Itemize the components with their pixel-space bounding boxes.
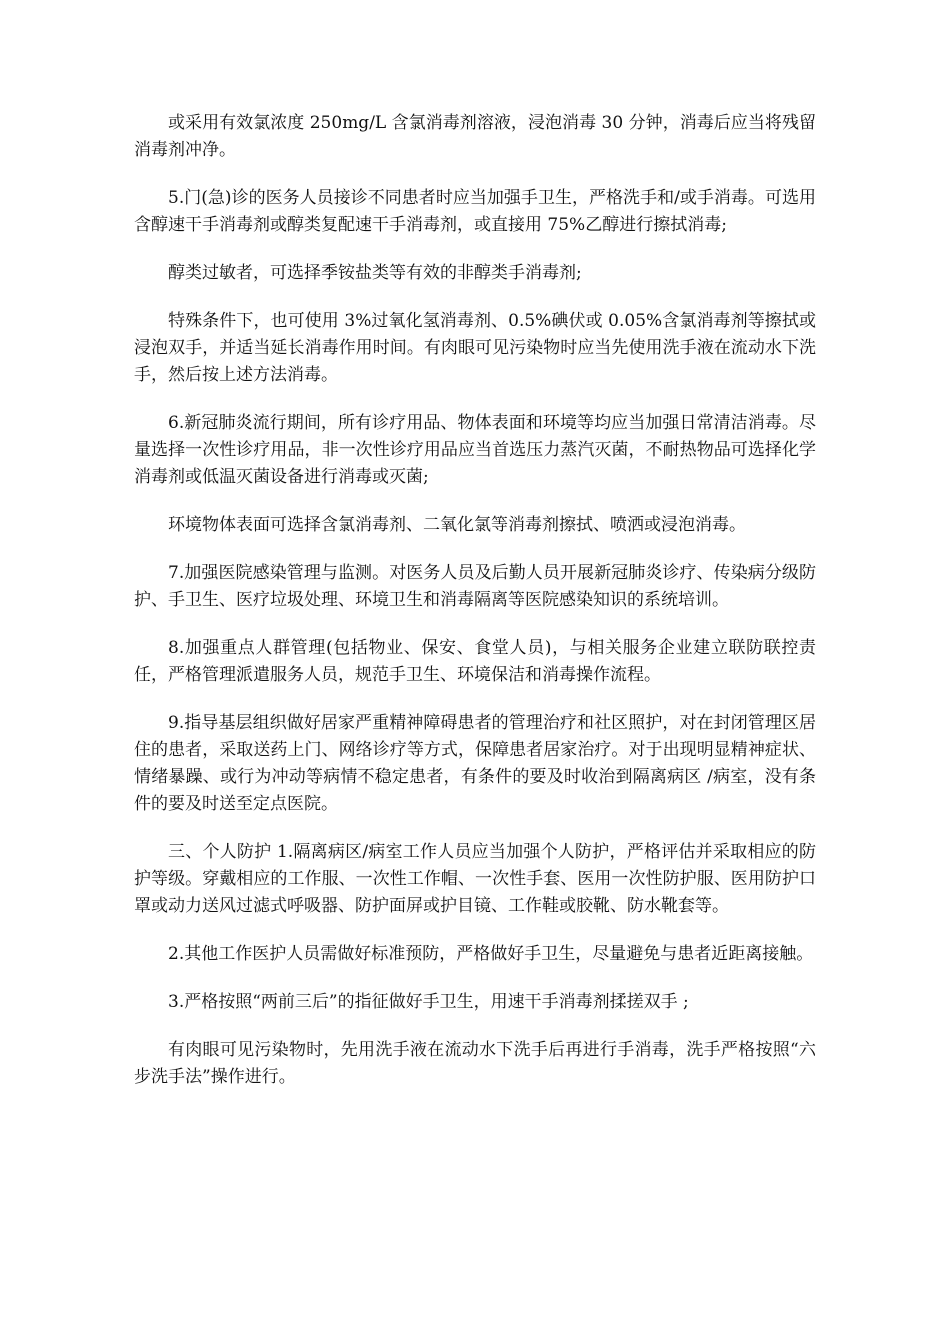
paragraph-6: 环境物体表面可选择含氯消毒剂、二氧化氯等消毒剂擦拭、喷洒或浸泡消毒。 xyxy=(168,515,746,535)
paragraph-9: 9.指导基层组织做好居家严重精神障碍患者的管理治疗和社区照护，对在封闭管理区居住的患者，采取送药上门、网络诊疗等方式，保障患者居家治疗。对于出现明显精神症状、情绪暴躁、或行为冲动等病情不稳定患者，有条件的要及时收治到隔离病区 /病室，没有条件的要及时送至定点医院。 xyxy=(134,713,816,814)
paragraph-7: 7.加强医院感染管理与监测。对医务人员及后勤人员开展新冠肺炎诊疗、传染病分级防护、手卫生、医疗垃圾处理、环境卫生和消毒隔离等医院感染知识的系统培训。 xyxy=(134,563,816,610)
paragraph-4: 特殊条件下，也可使用 3%过氧化氢消毒剂、0.5%碘伏或 0.05%含氯消毒剂等擦拭或浸泡双手，并适当延长消毒作用时间。有肉眼可见污染物时应当先使用洗手液在流动水下洗手，然后按上述方法消毒。 xyxy=(134,311,816,385)
paragraph-8: 8.加强重点人群管理(包括物业、保安、食堂人员)，与相关服务企业建立联防联控责任，严格管理派遣服务人员，规范手卫生、环境保洁和消毒操作流程。 xyxy=(134,638,816,685)
paragraph-12: 3.严格按照“两前三后”的指征做好手卫生，用速干手消毒剂揉搓双手 ; xyxy=(168,992,689,1012)
paragraph-10: 三、个人防护 1.隔离病区/病室工作人员应当加强个人防护，严格评估并采取相应的防护等级。穿戴相应的工作服、一次性工作帽、一次性手套、医用一次性防护服、医用防护口罩或动力送风过滤式呼吸器、防护面屏或护目镜、工作鞋或胶靴、防水靴套等。 xyxy=(134,842,816,916)
document-body xyxy=(134,110,816,1112)
paragraph-2: 5.门(急)诊的医务人员接诊不同患者时应当加强手卫生，严格洗手和/或手消毒。可选用含醇速干手消毒剂或醇类复配速干手消毒剂，或直接用 75%乙醇进行擦拭消毒; xyxy=(134,188,816,235)
paragraph-3: 醇类过敏者，可选择季铵盐类等有效的非醇类手消毒剂; xyxy=(168,263,582,283)
paragraph-5: 6.新冠肺炎流行期间，所有诊疗用品、物体表面和环境等均应当加强日常清洁消毒。尽量选择一次性诊疗用品，非一次性诊疗用品应当首选压力蒸汽灭菌，不耐热物品可选择化学消毒剂或低温灭菌设备进行消毒或灭菌; xyxy=(134,413,816,487)
paragraph-1: 或采用有效氯浓度 250mg/L 含氯消毒剂溶液，浸泡消毒 30 分钟，消毒后应当将残留消毒剂冲净。 xyxy=(134,113,816,160)
paragraph-13: 有肉眼可见污染物时，先用洗手液在流动水下洗手后再进行手消毒，洗手严格按照“六步洗手法”操作进行。 xyxy=(134,1040,816,1087)
paragraph-11: 2.其他工作医护人员需做好标准预防，严格做好手卫生，尽量避免与患者近距离接触。 xyxy=(168,944,814,964)
